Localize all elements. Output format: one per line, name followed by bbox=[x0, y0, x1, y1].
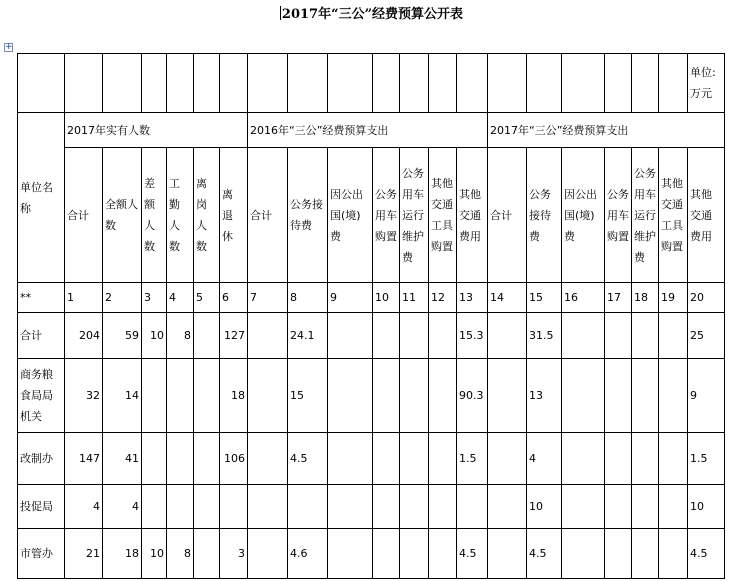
index-cell: 4 bbox=[167, 283, 194, 313]
blank-cell bbox=[103, 54, 142, 113]
value-cell bbox=[373, 529, 400, 579]
value-cell: 4.6 bbox=[288, 529, 328, 579]
value-cell bbox=[167, 485, 194, 529]
table-move-handle-icon[interactable]: + bbox=[5, 42, 13, 52]
value-cell: 21 bbox=[65, 529, 103, 579]
value-cell bbox=[248, 529, 288, 579]
value-cell: 204 bbox=[65, 313, 103, 359]
unit-name-cell: 合计 bbox=[18, 313, 65, 359]
blank-cell bbox=[328, 54, 373, 113]
value-cell: 14 bbox=[103, 359, 142, 433]
staff-col-header: 全额人数 bbox=[103, 148, 142, 283]
staff-group-header: 2017年实有人数 bbox=[65, 113, 248, 148]
blank-cell bbox=[429, 54, 457, 113]
index-cell: 10 bbox=[373, 283, 400, 313]
staff-col-header bbox=[220, 148, 248, 283]
blank-cell bbox=[400, 54, 429, 113]
value-cell bbox=[373, 313, 400, 359]
value-cell bbox=[248, 433, 288, 485]
index-row bbox=[18, 283, 725, 313]
blank-cell bbox=[220, 54, 248, 113]
blank-cell bbox=[488, 54, 527, 113]
value-cell: 10 bbox=[142, 313, 167, 359]
value-cell bbox=[659, 359, 688, 433]
value-cell bbox=[194, 433, 220, 485]
value-cell bbox=[605, 359, 632, 433]
value-cell bbox=[429, 529, 457, 579]
value-cell bbox=[248, 359, 288, 433]
staff-col-header-text: 工勤人数 bbox=[169, 177, 180, 253]
budget-2017-col-header: 合计 bbox=[488, 148, 527, 283]
value-cell: 4.5 bbox=[457, 529, 488, 579]
value-cell: 59 bbox=[103, 313, 142, 359]
page-title-text: 2017年“三公”经费预算公开表 bbox=[281, 7, 464, 22]
index-cell: 20 bbox=[688, 283, 725, 313]
staff-col-header: 合计 bbox=[65, 148, 103, 283]
unit-name-cell: 投促局 bbox=[18, 485, 65, 529]
unit-name-cell: 商务粮食局局机关 bbox=[18, 359, 65, 433]
value-cell bbox=[429, 313, 457, 359]
staff-col-header bbox=[167, 148, 194, 283]
blank-cell bbox=[605, 54, 632, 113]
value-cell bbox=[373, 485, 400, 529]
value-cell bbox=[562, 313, 605, 359]
value-cell bbox=[457, 485, 488, 529]
value-cell: 41 bbox=[103, 433, 142, 485]
value-cell bbox=[328, 433, 373, 485]
table-row bbox=[18, 485, 725, 529]
value-cell: 31.5 bbox=[527, 313, 562, 359]
page-title bbox=[0, 6, 743, 24]
budget-2017-col-header: 其他交通费用 bbox=[688, 148, 725, 283]
value-cell bbox=[288, 485, 328, 529]
value-cell bbox=[562, 485, 605, 529]
value-cell bbox=[328, 313, 373, 359]
value-cell bbox=[632, 359, 659, 433]
value-cell bbox=[194, 529, 220, 579]
budget-2016-col-header: 因公出国(境)费 bbox=[328, 148, 373, 283]
blank-cell bbox=[248, 54, 288, 113]
value-cell bbox=[194, 313, 220, 359]
value-cell: 25 bbox=[688, 313, 725, 359]
value-cell bbox=[562, 433, 605, 485]
value-cell: 18 bbox=[103, 529, 142, 579]
index-cell: 12 bbox=[429, 283, 457, 313]
value-cell: 8 bbox=[167, 529, 194, 579]
value-cell bbox=[488, 313, 527, 359]
index-cell: 7 bbox=[248, 283, 288, 313]
value-cell bbox=[194, 485, 220, 529]
table-row bbox=[18, 433, 725, 485]
value-cell bbox=[605, 529, 632, 579]
value-cell bbox=[659, 313, 688, 359]
value-cell bbox=[328, 529, 373, 579]
value-cell: 4 bbox=[527, 433, 562, 485]
index-cell: 8 bbox=[288, 283, 328, 313]
blank-cell bbox=[194, 54, 220, 113]
value-cell bbox=[400, 485, 429, 529]
value-cell bbox=[167, 359, 194, 433]
index-cell: 13 bbox=[457, 283, 488, 313]
value-cell: 4.5 bbox=[288, 433, 328, 485]
budget-2016-col-header: 公务用车运行维护费 bbox=[400, 148, 429, 283]
value-cell: 1.5 bbox=[688, 433, 725, 485]
value-cell: 10 bbox=[527, 485, 562, 529]
budget-2016-col-header: 其他交通费用 bbox=[457, 148, 488, 283]
index-cell: 5 bbox=[194, 283, 220, 313]
budget-2016-group-header: 2016年“三公”经费预算支出 bbox=[248, 113, 488, 148]
budget-2016-col-header: 其他交通工具购置 bbox=[429, 148, 457, 283]
value-cell: 4.5 bbox=[688, 529, 725, 579]
blank-cell bbox=[527, 54, 562, 113]
value-cell: 106 bbox=[220, 433, 248, 485]
value-cell: 127 bbox=[220, 313, 248, 359]
value-cell: 4.5 bbox=[527, 529, 562, 579]
column-header-row bbox=[18, 148, 725, 283]
unit-name-cell: 市管办 bbox=[18, 529, 65, 579]
budget-table bbox=[17, 53, 725, 579]
blank-cell bbox=[65, 54, 103, 113]
value-cell bbox=[605, 485, 632, 529]
value-cell: 147 bbox=[65, 433, 103, 485]
budget-2017-col-header: 其他交通工具购置 bbox=[659, 148, 688, 283]
value-cell: 4 bbox=[103, 485, 142, 529]
budget-2017-group-header: 2017年“三公”经费预算支出 bbox=[488, 113, 725, 148]
budget-2016-col-header: 合计 bbox=[248, 148, 288, 283]
value-cell bbox=[142, 433, 167, 485]
blank-cell bbox=[632, 54, 659, 113]
blank-cell bbox=[562, 54, 605, 113]
staff-col-header bbox=[142, 148, 167, 283]
value-cell bbox=[659, 485, 688, 529]
value-cell: 9 bbox=[688, 359, 725, 433]
value-cell bbox=[429, 485, 457, 529]
index-cell: 14 bbox=[488, 283, 527, 313]
value-cell bbox=[488, 433, 527, 485]
unit-label: 单位:万元 bbox=[688, 54, 725, 113]
value-cell bbox=[400, 359, 429, 433]
value-cell bbox=[400, 433, 429, 485]
value-cell bbox=[605, 313, 632, 359]
index-cell: 17 bbox=[605, 283, 632, 313]
value-cell bbox=[562, 359, 605, 433]
text-cursor bbox=[280, 6, 281, 20]
value-cell bbox=[488, 359, 527, 433]
value-cell: 90.3 bbox=[457, 359, 488, 433]
index-cell: 1 bbox=[65, 283, 103, 313]
blank-cell bbox=[167, 54, 194, 113]
value-cell bbox=[488, 485, 527, 529]
budget-2017-col-header: 公务用车运行维护费 bbox=[632, 148, 659, 283]
value-cell: 8 bbox=[167, 313, 194, 359]
value-cell: 3 bbox=[220, 529, 248, 579]
table-row bbox=[18, 529, 725, 579]
blank-cell bbox=[659, 54, 688, 113]
budget-2017-col-header: 公务接待费 bbox=[527, 148, 562, 283]
value-cell bbox=[659, 529, 688, 579]
value-cell: 1.5 bbox=[457, 433, 488, 485]
value-cell bbox=[429, 433, 457, 485]
value-cell bbox=[248, 485, 288, 529]
value-cell bbox=[142, 359, 167, 433]
index-cell: 2 bbox=[103, 283, 142, 313]
index-cell: 16 bbox=[562, 283, 605, 313]
value-cell bbox=[562, 529, 605, 579]
value-cell bbox=[659, 433, 688, 485]
value-cell: 10 bbox=[688, 485, 725, 529]
index-cell: 9 bbox=[328, 283, 373, 313]
table-row bbox=[18, 313, 725, 359]
blank-cell bbox=[288, 54, 328, 113]
unit-name-cell: 改制办 bbox=[18, 433, 65, 485]
table-row bbox=[18, 359, 725, 433]
index-cell: 3 bbox=[142, 283, 167, 313]
budget-2017-col-header: 公务用车购置 bbox=[605, 148, 632, 283]
value-cell bbox=[167, 433, 194, 485]
value-cell bbox=[373, 433, 400, 485]
blank-cell bbox=[457, 54, 488, 113]
value-cell bbox=[194, 359, 220, 433]
budget-2016-col-header: 公务接待费 bbox=[288, 148, 328, 283]
blank-cell bbox=[373, 54, 400, 113]
value-cell bbox=[632, 313, 659, 359]
value-cell: 18 bbox=[220, 359, 248, 433]
value-cell bbox=[488, 529, 527, 579]
staff-col-header-text: 离岗人数 bbox=[196, 177, 207, 253]
index-cell: 19 bbox=[659, 283, 688, 313]
value-cell bbox=[328, 359, 373, 433]
unit-row bbox=[18, 54, 725, 113]
blank-cell bbox=[18, 54, 65, 113]
index-cell: ** bbox=[18, 283, 65, 313]
value-cell bbox=[373, 359, 400, 433]
value-cell: 15.3 bbox=[457, 313, 488, 359]
value-cell: 13 bbox=[527, 359, 562, 433]
value-cell: 4 bbox=[65, 485, 103, 529]
index-cell: 11 bbox=[400, 283, 429, 313]
value-cell bbox=[632, 433, 659, 485]
staff-col-header-text: 离退休 bbox=[222, 187, 233, 243]
value-cell: 15 bbox=[288, 359, 328, 433]
value-cell bbox=[328, 485, 373, 529]
index-cell: 6 bbox=[220, 283, 248, 313]
value-cell bbox=[632, 485, 659, 529]
index-cell: 18 bbox=[632, 283, 659, 313]
group-header-row bbox=[18, 113, 725, 148]
blank-cell bbox=[142, 54, 167, 113]
value-cell: 24.1 bbox=[288, 313, 328, 359]
value-cell bbox=[632, 529, 659, 579]
value-cell: 32 bbox=[65, 359, 103, 433]
budget-2016-col-header: 公务用车购置 bbox=[373, 148, 400, 283]
value-cell bbox=[220, 485, 248, 529]
value-cell bbox=[429, 359, 457, 433]
value-cell bbox=[248, 313, 288, 359]
staff-col-header bbox=[194, 148, 220, 283]
value-cell bbox=[400, 313, 429, 359]
value-cell: 10 bbox=[142, 529, 167, 579]
value-cell bbox=[605, 433, 632, 485]
unit-name-header: 单位名称 bbox=[18, 113, 65, 283]
value-cell bbox=[400, 529, 429, 579]
value-cell bbox=[142, 485, 167, 529]
staff-col-header-text: 差额人数 bbox=[144, 177, 155, 253]
index-cell: 15 bbox=[527, 283, 562, 313]
budget-2017-col-header: 因公出国(境)费 bbox=[562, 148, 605, 283]
